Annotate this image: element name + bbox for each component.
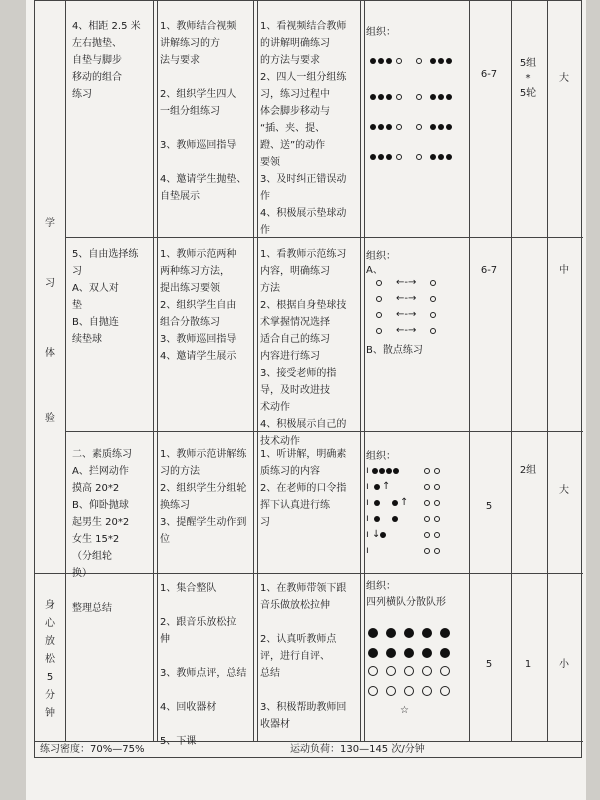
player-dot xyxy=(404,648,414,658)
player-dot xyxy=(438,124,444,130)
pole-mark: ı xyxy=(366,465,369,476)
player-ring xyxy=(430,328,436,334)
player-dot xyxy=(404,628,414,638)
row1-teacher: 1、教师结合视频 讲解练习的方 法与要求 2、组织学生四人 一组分组练习 3、教师巡回指导 4、邀请学生抛垫、 自垫展示 xyxy=(160,21,247,202)
row1-org-label: 组织： xyxy=(366,27,396,38)
row2-content: 5、自由选择练 习 A、双人对 垫 B、自抛连 续垫球 xyxy=(72,249,139,345)
player-ring xyxy=(396,58,402,64)
section-char: 5 xyxy=(46,672,54,683)
row2-student: 1、看教师示范练习 内容，明确练习 方法 2、根据自身垫球技 术掌握情况选择 适合自己的练习 内容进行练习 3、接受老师的指 导，及时改进技 术动作 4、积极展示自己的 技术动作 xyxy=(260,249,347,447)
pole-mark: ı xyxy=(366,513,369,524)
player-dot xyxy=(378,154,384,160)
row2-teacher: 1、教师示范两种 两种练习方法， 提出练习要领 2、组织学生自由 组合分散练习 3、教师巡回指导 4、邀请学生展示 xyxy=(160,249,237,362)
player-dot xyxy=(370,124,376,130)
player-dot xyxy=(374,484,380,490)
player-dot xyxy=(386,154,392,160)
player-ring xyxy=(416,94,422,100)
arrow-icon: ←-→ xyxy=(396,277,417,288)
player-ring xyxy=(430,296,436,302)
player-ring xyxy=(422,686,432,696)
player-dot xyxy=(446,124,452,130)
section-char: 体 xyxy=(45,348,55,359)
arrow-icon: ↑ xyxy=(382,481,391,492)
player-ring xyxy=(368,686,378,696)
player-dot xyxy=(386,648,396,658)
section-char: 分 xyxy=(45,690,55,701)
row3-time: 5 xyxy=(485,501,493,512)
practice-density: 练习密度：70%—75% xyxy=(40,744,145,755)
arrow-icon: ↑ xyxy=(400,497,409,508)
arrow-icon: ←-→ xyxy=(396,325,417,336)
section-char: 放 xyxy=(45,636,55,647)
player-ring xyxy=(434,500,440,506)
player-ring xyxy=(416,154,422,160)
player-ring xyxy=(430,280,436,286)
player-dot xyxy=(438,58,444,64)
player-ring xyxy=(434,468,440,474)
player-dot xyxy=(430,58,436,64)
row1-student: 1、看视频结合教师 的讲解明确练习 的方法与要求 2、四人一组分组练 习，练习过程中 体会脚步移动与 “插、夹、提、 蹬、送”的动作 要领 3、及时纠正错误动 作 4、积极展示垫球动 作 xyxy=(260,21,347,236)
player-dot xyxy=(446,154,452,160)
player-dot xyxy=(430,154,436,160)
player-dot xyxy=(370,154,376,160)
section-char: 验 xyxy=(45,413,55,424)
player-ring xyxy=(440,686,450,696)
section-char: 心 xyxy=(45,618,55,629)
arrow-icon: ↓ xyxy=(372,529,381,540)
row2-time: 6-7 xyxy=(480,265,498,276)
row4-teacher: 1、集合整队 2、跟音乐放松拉 伸 3、教师点评，总结 4、回收器材 5、下课 xyxy=(160,583,247,747)
row2-org-a: A、 xyxy=(366,265,383,276)
row3-org-label: 组织： xyxy=(366,451,396,462)
exercise-load: 运动负荷：130—145 次/分钟 xyxy=(290,744,425,755)
player-dot xyxy=(430,124,436,130)
player-dot xyxy=(386,124,392,130)
player-dot xyxy=(378,124,384,130)
player-dot xyxy=(386,58,392,64)
pole-mark: ı xyxy=(366,481,369,492)
section-char: 学 xyxy=(45,218,55,229)
player-dot xyxy=(422,648,432,658)
row3-count: 2组 xyxy=(519,465,537,476)
player-ring xyxy=(424,484,430,490)
player-dot xyxy=(368,628,378,638)
player-dot xyxy=(386,468,392,474)
player-dot xyxy=(372,468,378,474)
player-dot xyxy=(440,628,450,638)
player-ring xyxy=(396,94,402,100)
player-ring xyxy=(424,548,430,554)
player-ring xyxy=(376,296,382,302)
section-char: 松 xyxy=(45,654,55,665)
player-dot xyxy=(378,58,384,64)
row1-time: 6-7 xyxy=(480,69,498,80)
player-ring xyxy=(376,328,382,334)
pole-mark: ı xyxy=(366,529,369,540)
player-dot xyxy=(380,532,386,538)
player-ring xyxy=(430,312,436,318)
player-ring xyxy=(396,124,402,130)
player-ring xyxy=(386,666,396,676)
section-char: 钟 xyxy=(45,708,55,719)
section-char: 习 xyxy=(45,278,55,289)
player-dot xyxy=(386,628,396,638)
player-dot xyxy=(446,58,452,64)
player-ring xyxy=(434,548,440,554)
player-ring xyxy=(416,124,422,130)
player-dot xyxy=(430,94,436,100)
player-dot xyxy=(368,648,378,658)
player-dot xyxy=(438,154,444,160)
row2-org-b: B、散点练习 xyxy=(366,345,423,356)
player-ring xyxy=(404,666,414,676)
row4-org-sub: 四列横队分散队形 xyxy=(366,597,446,608)
row4-count: 1 xyxy=(524,659,532,670)
arrow-icon: ←-→ xyxy=(396,293,417,304)
player-ring xyxy=(434,516,440,522)
star-icon: ☆ xyxy=(400,705,409,716)
player-dot xyxy=(370,94,376,100)
player-ring xyxy=(416,58,422,64)
player-dot xyxy=(393,468,399,474)
player-ring xyxy=(376,312,382,318)
player-dot xyxy=(370,58,376,64)
pole-mark: ı xyxy=(366,497,369,508)
row3-content: 二、素质练习 A、拦网动作 摸高 20*2 B、仰卧抛球 起男生 20*2 女生 15*2 （分组轮 换） xyxy=(72,449,132,579)
row1-content: 4、相距 2.5 米 左右抛垫、 自垫与脚步 移动的组合 练习 xyxy=(72,21,141,100)
player-dot xyxy=(438,94,444,100)
player-dot xyxy=(422,628,432,638)
row2-org-label: 组织： xyxy=(366,251,396,262)
player-ring xyxy=(422,666,432,676)
row4-time: 5 xyxy=(485,659,493,670)
row3-intensity: 大 xyxy=(559,485,569,496)
row4-student: 1、在教师带领下跟 音乐做放松拉伸 2、认真听教师点 评，进行自评、 总结 3、积极帮助教师回 收器材 xyxy=(260,583,347,730)
player-dot xyxy=(379,468,385,474)
section-char: 身 xyxy=(45,600,55,611)
player-ring xyxy=(440,666,450,676)
player-ring xyxy=(424,500,430,506)
player-ring xyxy=(386,686,396,696)
player-ring xyxy=(396,154,402,160)
player-dot xyxy=(392,500,398,506)
player-ring xyxy=(368,666,378,676)
player-ring xyxy=(376,280,382,286)
row3-teacher: 1、教师示范讲解练 习的方法 2、组织学生分组轮 换练习 3、提醒学生动作到 位 xyxy=(160,449,247,545)
row4-org-label: 组织： xyxy=(366,581,396,592)
player-dot xyxy=(386,94,392,100)
player-ring xyxy=(424,532,430,538)
player-dot xyxy=(378,94,384,100)
player-dot xyxy=(440,648,450,658)
pole-mark: ı xyxy=(366,545,369,556)
row4-intensity: 小 xyxy=(559,659,569,670)
arrow-icon: ←-→ xyxy=(396,309,417,320)
row4-content: 整理总结 xyxy=(72,603,112,614)
player-dot xyxy=(392,516,398,522)
row1-intensity: 大 xyxy=(559,73,569,84)
player-ring xyxy=(434,484,440,490)
player-dot xyxy=(374,516,380,522)
player-dot xyxy=(374,500,380,506)
player-dot xyxy=(446,94,452,100)
player-ring xyxy=(424,468,430,474)
row1-count: 5组 * 5轮 xyxy=(519,58,537,99)
row3-student: 1、听讲解，明确素 质练习的内容 2、在老师的口令指 挥下认真进行练 习 xyxy=(260,449,347,528)
row2-intensity: 中 xyxy=(559,265,569,276)
player-ring xyxy=(404,686,414,696)
player-ring xyxy=(434,532,440,538)
player-ring xyxy=(424,516,430,522)
